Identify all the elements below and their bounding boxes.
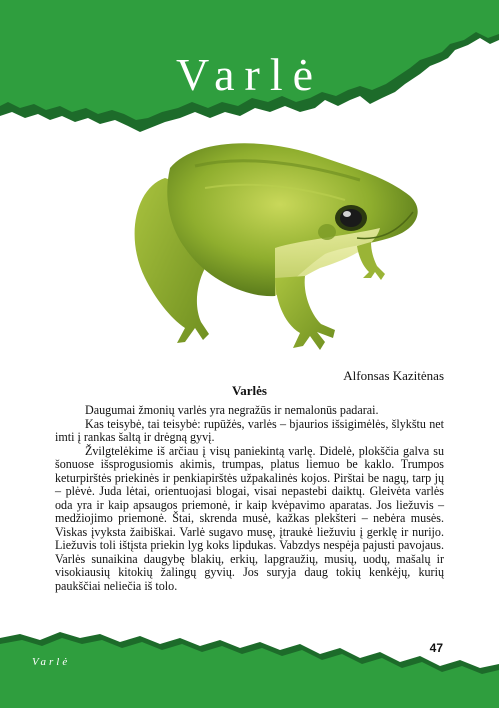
article-title: Varlės <box>232 383 267 398</box>
page-title: Varlė <box>175 49 324 100</box>
frog-illustration <box>125 128 425 360</box>
footer-banner <box>0 630 499 708</box>
article-paragraph: Daugumai žmonių varlės yra negražūs ir nemalonūs padarai. <box>85 403 379 417</box>
article-paragraph: Kas teisybė, tai teisybė: rupūžės, varlės – bjaurios išsigimėlės, šlykštu net imti į rankas šaltą ir drėgną gyvį. <box>55 416 444 444</box>
page-number: 47 <box>429 641 443 655</box>
footer-label: Varlė <box>32 656 71 668</box>
article-author: Alfonsas Kazitėnas <box>343 368 444 383</box>
article-paragraph: Žvilgtelėkime iš arčiau į visų paniekintą varlę. Didelė, plokščia galva su šonuose išsprogusiomis akimis, trumpas, platus liemuo be kaklo. Trumpos keturpirštės priekinės ir penkiapirštės užpakalinės kojos. Pirštai be nagų, tarp jų – plėvė. Juda lėtai, orientuojasi blogai, visai nepastebi daiktų. Gleivėta varlės oda yra ir kaip apsaugos priemonė, ir kaip kvėpavimo aparatas. Jos liežuvis – medžiojimo priemonė. Štai, skrenda musė, kažkas plekšteri – nebėra musės. Viskas įvyksta žaibiškai. Varlė sugavo musę, įtraukė liežuviu į gerklę ir nurijo. Liežuvis toli ištįsta priekin lyg koks lipdukas. Vabzdys nespėja pajusti pavojaus. Varlės sunaikina daugybę blakių, erkių, lapgraužių, musių, uodų, mašalų ir visokiausių kitokių žalingų gyvių. Jos suryja daug tokių kenkėjų, kurių paukščiai neliečia iš tolo. <box>55 443 444 593</box>
article-body <box>55 404 444 593</box>
